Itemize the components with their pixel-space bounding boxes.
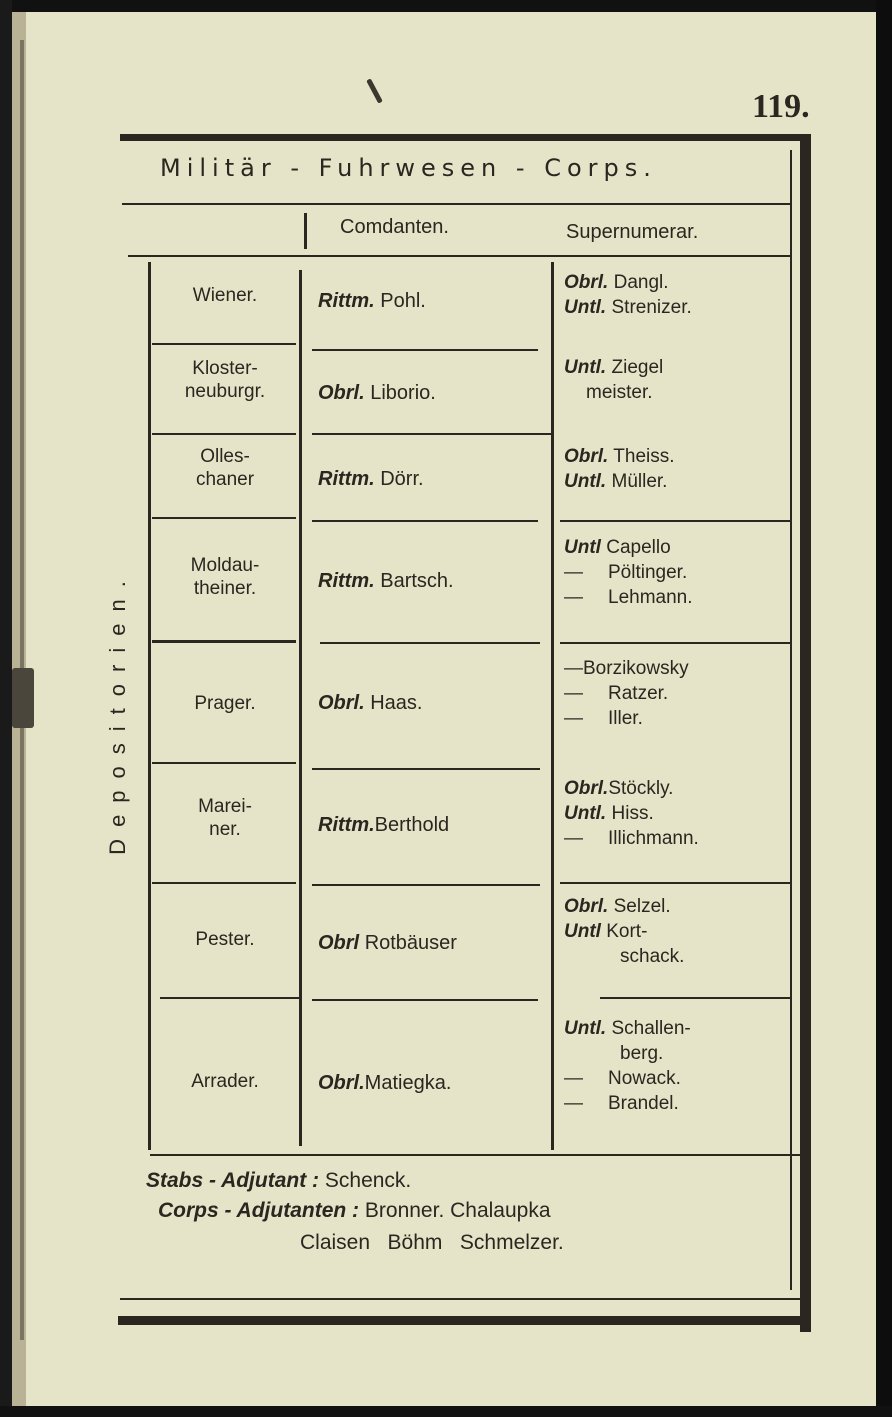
commandant: Obrl Rotbäuser (318, 932, 457, 954)
frame-rule-bottom-thin (120, 1298, 800, 1300)
station-name: Kloster- neuburgr. (184, 358, 266, 402)
corps-adjutanten-names: Bronner. Chalaupka (364, 1199, 551, 1222)
supernumerar-list: Untl. Schallen- berg. — Nowack. — Brandel. (564, 1018, 691, 1114)
station-name: Wiener. (192, 285, 258, 306)
row-separator (312, 520, 538, 522)
row-separator (312, 768, 540, 770)
column-header-comdanten: Comdanten. (340, 216, 449, 238)
row-separator (152, 343, 296, 345)
station-name: Olles- chaner (195, 446, 255, 490)
corps-adjutanten-names-cont: Claisen Böhm Schmelzer. (300, 1231, 564, 1254)
row-separator (560, 882, 790, 884)
commandant: Rittm. Dörr. (318, 468, 424, 490)
title-rule (122, 203, 790, 205)
page-number: 119. (752, 88, 810, 125)
commandant: Rittm.Berthold (318, 814, 450, 836)
supernumerar-list: Obrl. Selzel. Untl Kort- schack. (564, 896, 685, 967)
frame-rule-right-inner (790, 150, 792, 1290)
station-name: Pester. (195, 929, 255, 950)
frame-rule-bottom (118, 1316, 811, 1325)
stabs-adjutant-label: Stabs - Adjutant : (146, 1169, 320, 1192)
supernumerar-list: Obrl. Dangl. Untl. Strenizer. (564, 272, 692, 318)
corps-title: Militär - Fuhrwesen - Corps. (160, 154, 657, 182)
supernumerar-list: Obrl. Theiss. Untl. Müller. (564, 446, 675, 492)
row-separator (312, 433, 552, 435)
supernumerar-list: Untl. Ziegel meister. (564, 357, 664, 403)
row-separator (560, 520, 790, 522)
station-name: Moldau- theiner. (190, 555, 260, 599)
header-rule (128, 255, 790, 257)
commandant: Obrl. Haas. (318, 692, 423, 714)
header-col-separator (304, 213, 307, 249)
frame-rule-right (800, 134, 811, 1332)
row-separator (312, 999, 538, 1001)
row-separator (320, 642, 540, 644)
commandant: Rittm. Bartsch. (318, 570, 454, 592)
supernumerar-list: Obrl.Stöckly. Untl. Hiss. — Illichmann. (564, 778, 699, 849)
column-rule-2 (551, 262, 554, 1150)
row-separator (560, 642, 790, 644)
scan-border (0, 0, 12, 1417)
supernumerar-list: —Borzikowsky — Ratzer. — Iller. (564, 658, 689, 729)
commandant: Obrl.Matiegka. (318, 1072, 452, 1094)
stabs-adjutant-line (146, 1170, 411, 1191)
column-rule-1 (299, 270, 302, 1146)
station-name: Prager. (194, 693, 256, 714)
scan-border (0, 1406, 892, 1417)
station-name: Marei- ner. (198, 796, 252, 840)
commandant: Obrl. Liborio. (318, 382, 436, 404)
scan-border (0, 0, 892, 12)
row-separator (312, 349, 538, 351)
row-separator (160, 997, 300, 999)
row-separator (152, 517, 296, 519)
scan-border (876, 0, 892, 1417)
frame-rule-top (120, 134, 810, 141)
row-separator (152, 433, 296, 435)
row-separator (600, 997, 790, 999)
row-separator (152, 640, 296, 643)
stabs-adjutant-name: Schenck. (324, 1169, 412, 1192)
supernumerar-list: Untl Capello — Pöltinger. — Lehmann. (564, 537, 693, 608)
commandant: Rittm. Pohl. (318, 290, 426, 312)
binding-mark (12, 668, 34, 728)
corps-adjutanten-line (158, 1200, 551, 1221)
row-separator (152, 882, 296, 884)
depositorien-label: Depositorien. (105, 569, 130, 855)
depositorien-bracket (148, 262, 151, 1150)
corps-adjutanten-label: Corps - Adjutanten : (158, 1199, 360, 1222)
station-name: Arrader. (191, 1071, 259, 1092)
column-header-supernumerar: Supernumerar. (566, 221, 699, 243)
row-separator (312, 884, 540, 886)
table-bottom-rule (150, 1154, 800, 1156)
row-separator (152, 762, 296, 764)
